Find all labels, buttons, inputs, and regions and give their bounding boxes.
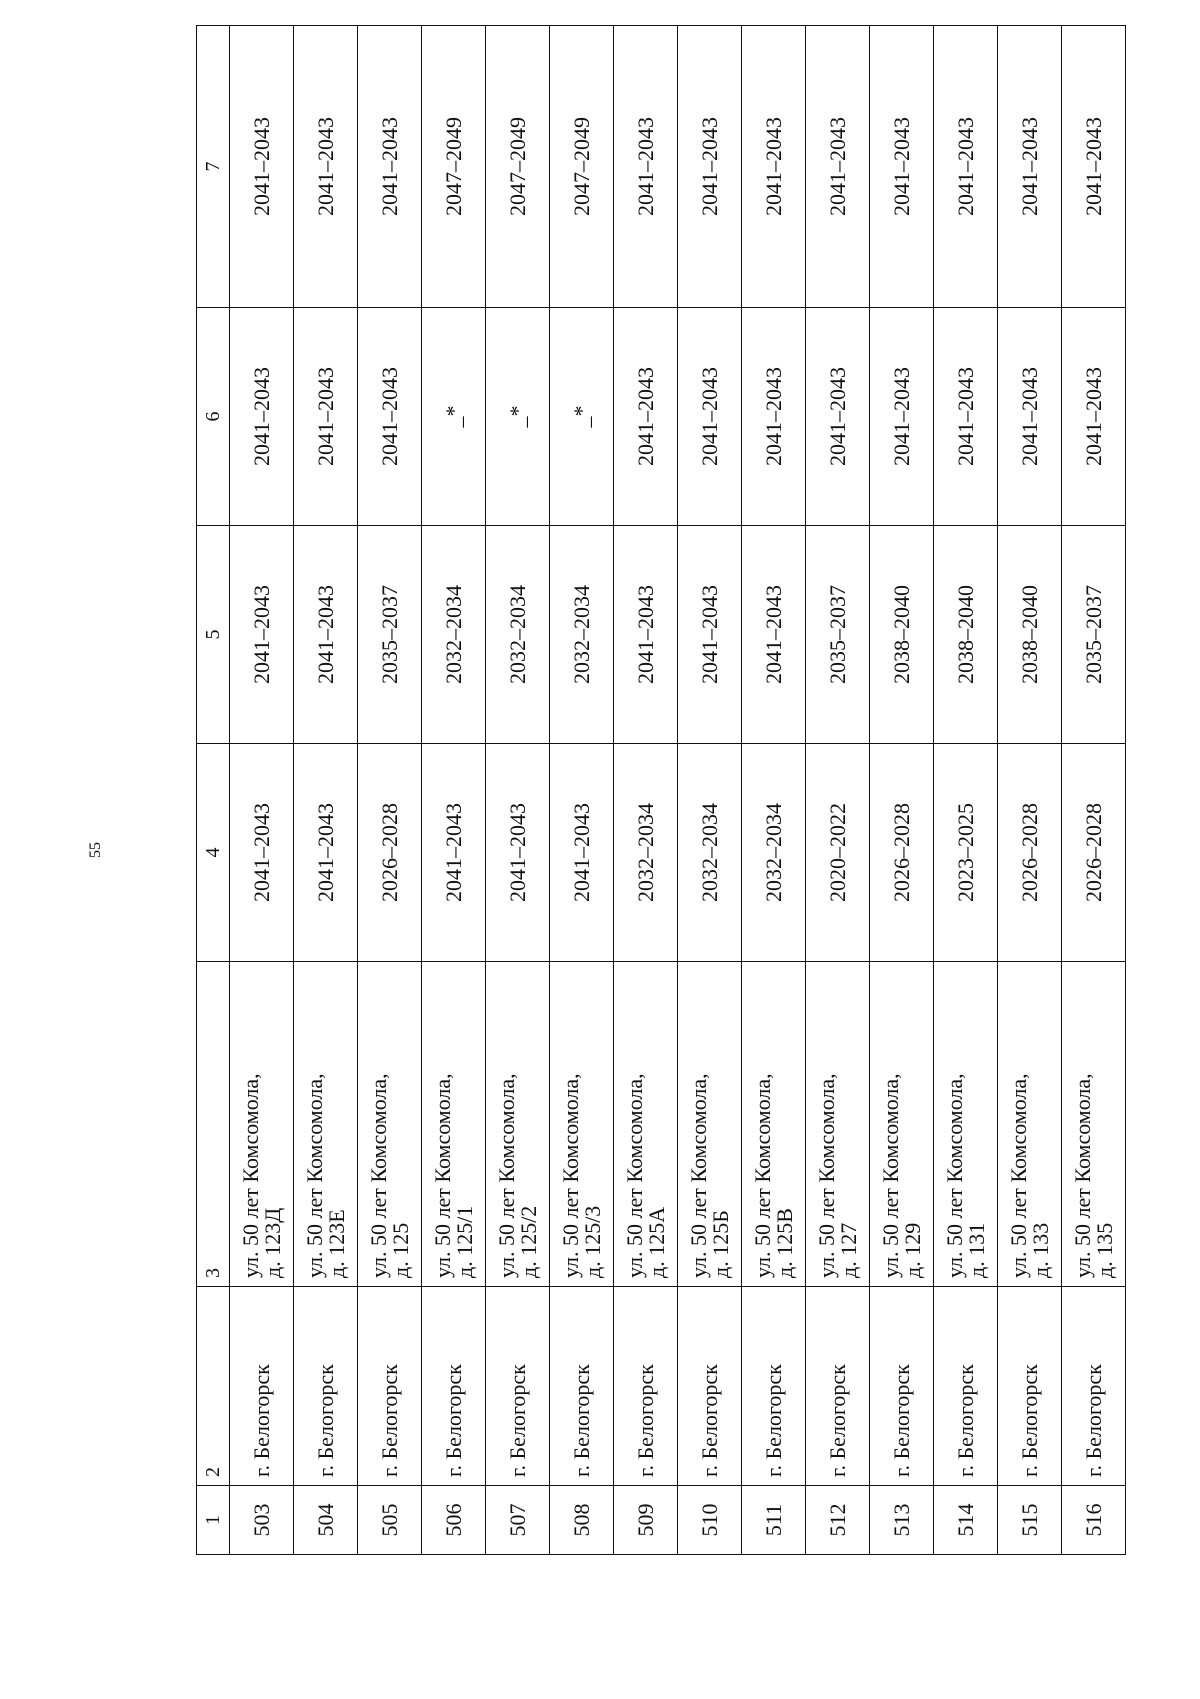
row-number-cell: 512 (806, 1486, 870, 1555)
column-5-cell: 2035–2037 (1062, 526, 1126, 744)
row-number-cell: 505 (358, 1486, 422, 1555)
address-street: ул. 50 лет Комсомола, (749, 1073, 775, 1278)
address-street: ул. 50 лет Комсомола, (685, 1073, 711, 1278)
column-6-cell: _* (486, 308, 550, 526)
column-4-cell: 2023–2025 (934, 744, 998, 962)
column-7-cell: 2047–2049 (550, 26, 614, 308)
column-4-cell: 2026–2028 (1062, 744, 1126, 962)
column-7-cell: 2041–2043 (742, 26, 806, 308)
column-4-cell: 2026–2028 (358, 744, 422, 962)
address-house: д. 123Д (259, 1207, 285, 1278)
address-house: д. 135 (1091, 1222, 1117, 1278)
city-cell: г. Белогорск (998, 1287, 1062, 1486)
column-7-cell: 2041–2043 (934, 26, 998, 308)
address-house: д. 129 (899, 1222, 925, 1278)
city-cell: г. Белогорск (934, 1287, 998, 1486)
column-4-cell: 2041–2043 (294, 744, 358, 962)
table-row (614, 26, 678, 1555)
table-row (934, 26, 998, 1555)
address-house: д. 125А (643, 1206, 669, 1278)
column-5-cell: 2041–2043 (614, 526, 678, 744)
address-cell (998, 962, 1062, 1287)
address-cell (934, 962, 998, 1287)
column-4-cell: 2026–2028 (998, 744, 1062, 962)
column-4-cell: 2041–2043 (230, 744, 294, 962)
column-6-cell: 2041–2043 (870, 308, 934, 526)
header-cell-6: 6 (197, 308, 230, 526)
column-5-cell: 2035–2037 (806, 526, 870, 744)
column-6-cell: 2041–2043 (678, 308, 742, 526)
table-row (742, 26, 806, 1555)
table-row (422, 26, 486, 1555)
address-cell (294, 962, 358, 1287)
column-6-cell: _* (550, 308, 614, 526)
city-cell: г. Белогорск (614, 1287, 678, 1486)
column-5-cell: 2041–2043 (230, 526, 294, 744)
column-5-cell: 2038–2040 (870, 526, 934, 744)
address-house: д. 133 (1027, 1222, 1053, 1278)
page-number: 55 (87, 842, 104, 858)
column-6-cell: 2041–2043 (934, 308, 998, 526)
row-number-cell: 506 (422, 1486, 486, 1555)
city-cell: г. Белогорск (678, 1287, 742, 1486)
address-street: ул. 50 лет Комсомола, (365, 1073, 391, 1278)
address-street: ул. 50 лет Комсомола, (941, 1073, 967, 1278)
address-street: ул. 50 лет Комсомола, (813, 1073, 839, 1278)
column-6-cell: 2041–2043 (230, 308, 294, 526)
header-cell-4: 4 (197, 744, 230, 962)
address-cell (742, 962, 806, 1287)
row-number-cell: 514 (934, 1486, 998, 1555)
column-5-cell: 2038–2040 (934, 526, 998, 744)
address-cell (1062, 962, 1126, 1287)
address-cell (550, 962, 614, 1287)
table-row (806, 26, 870, 1555)
row-number-cell: 509 (614, 1486, 678, 1555)
city-cell: г. Белогорск (486, 1287, 550, 1486)
address-cell (678, 962, 742, 1287)
table-row (870, 26, 934, 1555)
column-5-cell: 2041–2043 (678, 526, 742, 744)
table-row (358, 26, 422, 1555)
column-6-cell: 2041–2043 (806, 308, 870, 526)
address-house: д. 125 (387, 1222, 413, 1278)
address-street: ул. 50 лет Комсомола, (877, 1073, 903, 1278)
column-4-cell: 2041–2043 (550, 744, 614, 962)
address-street: ул. 50 лет Комсомола, (621, 1073, 647, 1278)
address-cell (230, 962, 294, 1287)
column-5-cell: 2038–2040 (998, 526, 1062, 744)
city-cell: г. Белогорск (358, 1287, 422, 1486)
city-cell: г. Белогорск (550, 1287, 614, 1486)
address-house: д. 125/1 (451, 1205, 477, 1278)
column-7-cell: 2041–2043 (1062, 26, 1126, 308)
address-house: д. 127 (835, 1222, 861, 1278)
table-row (998, 26, 1062, 1555)
header-cell-1: 1 (197, 1486, 230, 1555)
column-7-cell: 2041–2043 (870, 26, 934, 308)
header-cell-2: 2 (197, 1287, 230, 1486)
address-house: д. 125Б (707, 1210, 733, 1278)
column-7-cell: 2041–2043 (806, 26, 870, 308)
address-street: ул. 50 лет Комсомола, (1069, 1073, 1095, 1278)
address-cell (614, 962, 678, 1287)
column-6-cell: 2041–2043 (294, 308, 358, 526)
column-7-cell: 2041–2043 (614, 26, 678, 308)
column-5-cell: 2032–2034 (550, 526, 614, 744)
address-cell (806, 962, 870, 1287)
column-5-cell: 2041–2043 (742, 526, 806, 744)
column-7-cell: 2041–2043 (358, 26, 422, 308)
address-cell (486, 962, 550, 1287)
address-street: ул. 50 лет Комсомола, (301, 1073, 327, 1278)
city-cell: г. Белогорск (742, 1287, 806, 1486)
row-number-cell: 507 (486, 1486, 550, 1555)
address-cell (358, 962, 422, 1287)
column-4-cell: 2026–2028 (870, 744, 934, 962)
address-house: д. 125В (771, 1208, 797, 1278)
address-house: д. 125/3 (579, 1205, 605, 1278)
address-street: ул. 50 лет Комсомола, (1005, 1073, 1031, 1278)
table-row (294, 26, 358, 1555)
address-street: ул. 50 лет Комсомола, (557, 1073, 583, 1278)
column-7-cell: 2041–2043 (678, 26, 742, 308)
column-4-cell: 2041–2043 (422, 744, 486, 962)
row-number-cell: 516 (1062, 1486, 1126, 1555)
schedule-table (196, 25, 1126, 1555)
city-cell: г. Белогорск (230, 1287, 294, 1486)
row-number-cell: 515 (998, 1486, 1062, 1555)
column-6-cell: 2041–2043 (1062, 308, 1126, 526)
table-row (550, 26, 614, 1555)
address-street: ул. 50 лет Комсомола, (493, 1073, 519, 1278)
table-row (678, 26, 742, 1555)
column-4-cell: 2032–2034 (742, 744, 806, 962)
column-7-cell: 2047–2049 (422, 26, 486, 308)
table-row (486, 26, 550, 1555)
row-number-cell: 511 (742, 1486, 806, 1555)
table-row (1062, 26, 1126, 1555)
header-cell-7: 7 (197, 26, 230, 308)
header-cell-3: 3 (197, 962, 230, 1287)
column-5-cell: 2035–2037 (358, 526, 422, 744)
column-4-cell: 2032–2034 (678, 744, 742, 962)
column-5-cell: 2032–2034 (422, 526, 486, 744)
row-number-cell: 508 (550, 1486, 614, 1555)
address-house: д. 125/2 (515, 1205, 541, 1278)
column-7-cell: 2041–2043 (998, 26, 1062, 308)
city-cell: г. Белогорск (422, 1287, 486, 1486)
table-header (197, 26, 230, 1555)
address-house: д. 131 (963, 1222, 989, 1278)
column-6-cell: 2041–2043 (998, 308, 1062, 526)
column-6-cell: _* (422, 308, 486, 526)
row-number-cell: 504 (294, 1486, 358, 1555)
city-cell: г. Белогорск (870, 1287, 934, 1486)
column-4-cell: 2020–2022 (806, 744, 870, 962)
address-cell (870, 962, 934, 1287)
table-body (230, 26, 1126, 1555)
address-street: ул. 50 лет Комсомола, (237, 1073, 263, 1278)
address-cell (422, 962, 486, 1287)
row-number-cell: 510 (678, 1486, 742, 1555)
city-cell: г. Белогорск (806, 1287, 870, 1486)
column-7-cell: 2041–2043 (294, 26, 358, 308)
column-4-cell: 2041–2043 (486, 744, 550, 962)
column-6-cell: 2041–2043 (742, 308, 806, 526)
address-house: д. 123Е (323, 1209, 349, 1278)
column-6-cell: 2041–2043 (358, 308, 422, 526)
address-street: ул. 50 лет Комсомола, (429, 1073, 455, 1278)
city-cell: г. Белогорск (294, 1287, 358, 1486)
row-number-cell: 513 (870, 1486, 934, 1555)
column-7-cell: 2041–2043 (230, 26, 294, 308)
column-5-cell: 2041–2043 (294, 526, 358, 744)
column-4-cell: 2032–2034 (614, 744, 678, 962)
table-row (230, 26, 294, 1555)
row-number-cell: 503 (230, 1486, 294, 1555)
column-7-cell: 2047–2049 (486, 26, 550, 308)
column-6-cell: 2041–2043 (614, 308, 678, 526)
table-container (196, 117, 1124, 1555)
column-5-cell: 2032–2034 (486, 526, 550, 744)
city-cell: г. Белогорск (1062, 1287, 1126, 1486)
header-cell-5: 5 (197, 526, 230, 744)
header-row (197, 26, 230, 1555)
